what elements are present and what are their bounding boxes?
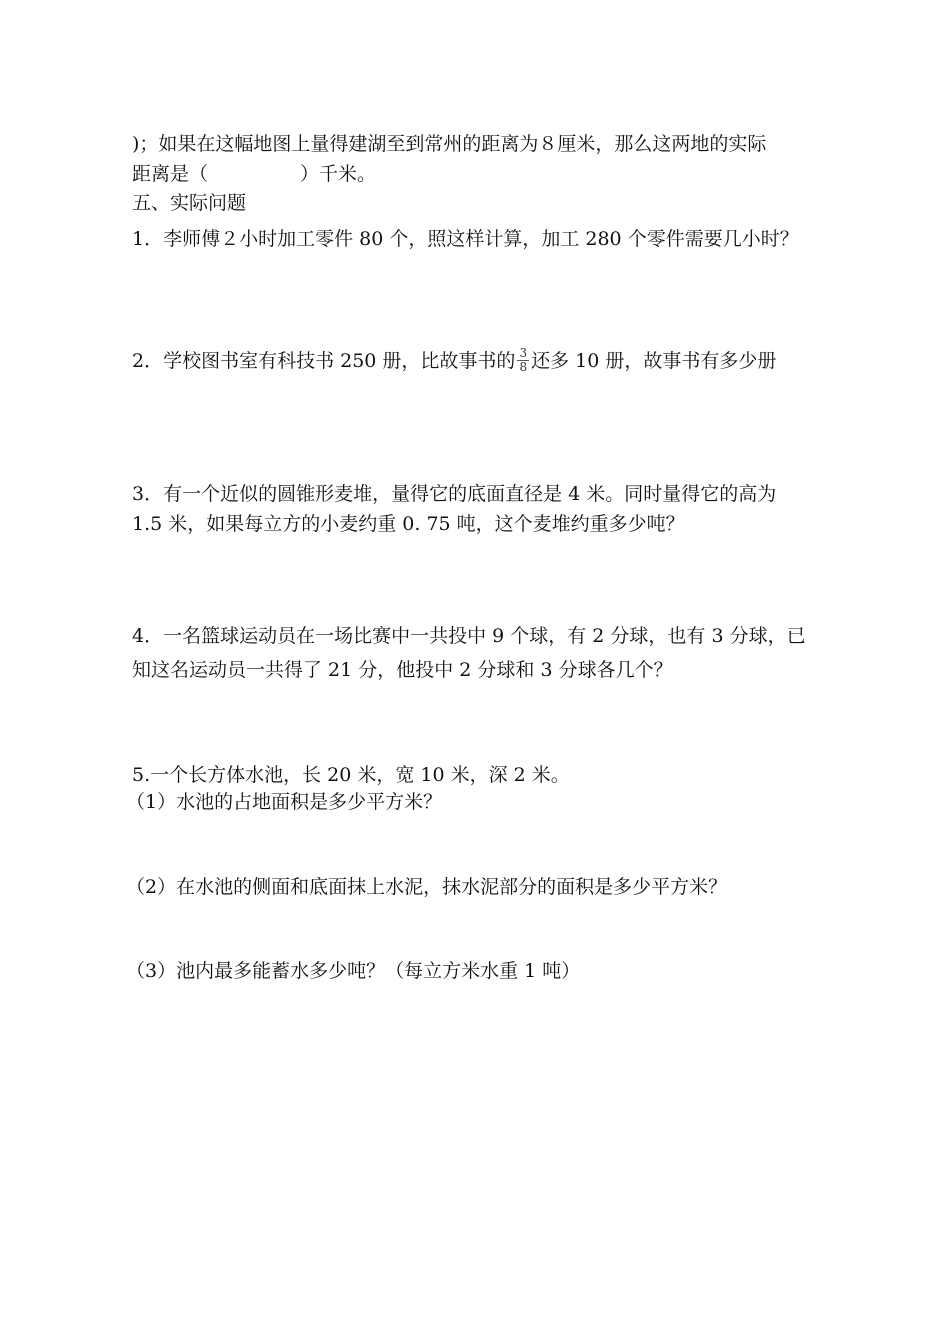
intro-line-2-suffix: ）千米。 bbox=[300, 163, 377, 185]
intro-line-2-prefix: 距离是（ bbox=[132, 163, 209, 185]
problem-5-question-1: （1）水池的占地面积是多少平方米？ bbox=[126, 791, 443, 813]
fraction-numerator: 3 bbox=[519, 345, 528, 360]
problem-4-line-1: 4．一名篮球运动员在一场比赛中一共投中 9 个球，有 2 分球，也有 3 分球，已 bbox=[132, 625, 806, 647]
section-title: 五、实际问题 bbox=[132, 192, 247, 214]
fraction bbox=[517, 347, 529, 374]
problem-3-line-1: 3．有一个近似的圆锥形麦堆，量得它的底面直径是 4 米。同时量得它的高为 bbox=[132, 483, 777, 505]
problem-2 bbox=[132, 345, 777, 376]
problem-3-line-2: 1.5 米，如果每立方的小麦约重 0. 75 吨，这个麦堆约重多少吨？ bbox=[132, 513, 685, 535]
problem-5-question-2: （2）在水池的侧面和底面抹上水泥，抹水泥部分的面积是多少平方米？ bbox=[126, 876, 728, 898]
problem-5-question-3: （3）池内最多能蓄水多少吨？（每立方米水重 1 吨） bbox=[126, 960, 581, 982]
intro-line-2 bbox=[132, 161, 376, 187]
intro-line-1: )；如果在这幅地图上量得建湖至到常州的距离为８厘米，那么这两地的实际 bbox=[132, 133, 767, 155]
problem-2-prefix: 2．学校图书室有科技书 250 册，比故事书的 bbox=[132, 350, 516, 372]
problem-4-line-2: 知这名运动员一共得了 21 分，他投中 2 分球和 3 分球各几个？ bbox=[132, 659, 673, 681]
problem-5: 5.一个长方体水池，长 20 米，宽 10 米，深 2 米。 bbox=[132, 764, 570, 786]
problem-1: 1．李师傅２小时加工零件 80 个，照这样计算，加工 280 个零件需要几小时？ bbox=[132, 228, 799, 250]
fraction-denominator: 8 bbox=[519, 359, 528, 374]
problem-2-suffix: 还多 10 册，故事书有多少册 bbox=[531, 350, 777, 372]
